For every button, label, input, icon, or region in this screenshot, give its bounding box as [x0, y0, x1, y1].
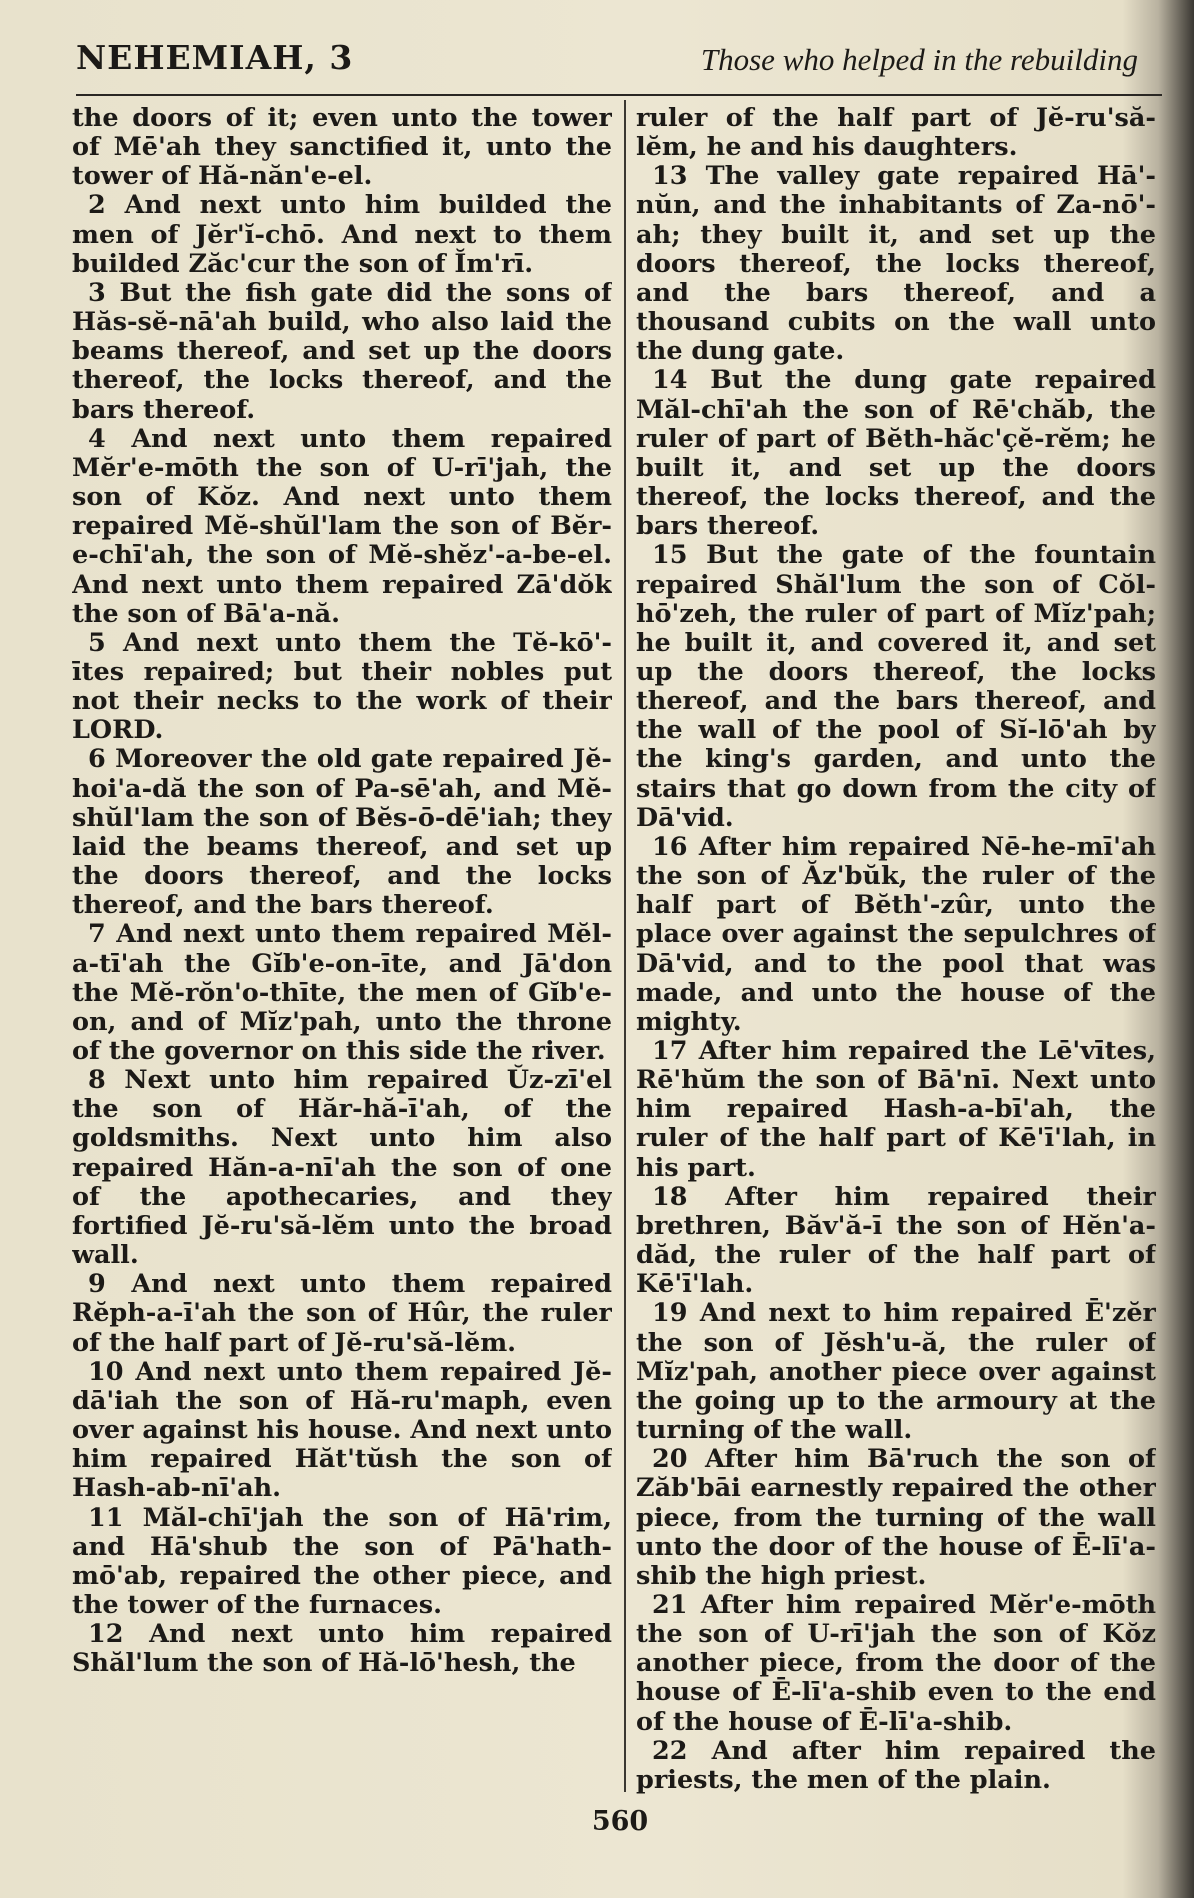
- verse-paragraph: [636, 1737, 1156, 1795]
- verse-paragraph: [72, 629, 612, 746]
- verse-paragraph: [636, 162, 1156, 366]
- verse-number: 6: [88, 744, 106, 775]
- verse-number: 10: [88, 1356, 124, 1387]
- verse-text: Moreover the old gate repaired Jĕ-hoi'a-dă the son of Pa-sē'ah, and Mĕ-shŭl'lam the son of Bĕs-ō-dē'iah; they laid the beams thereof, and set up the doors thereof, and the locks thereof, and the bars thereof.: [72, 744, 612, 921]
- verse-paragraph: [636, 541, 1156, 833]
- verse-text: ruler of the half part of Jĕ-ru'să-lĕm, he and his daughters.: [636, 104, 1156, 163]
- column-divider: [624, 100, 626, 1792]
- verse-text: And next unto them repaired Mĕr'e-mōth the son of U-rī'jah, the son of Kŏz. And next unto them repaired Mĕ-shŭl'lam the son of Bĕr-e-chī'ah, the son of Mĕ-shĕz'-a-be-el. And next unto them repaired Zā'dŏk the son of Bā'a-nă.: [72, 423, 612, 629]
- verse-paragraph: [636, 1445, 1156, 1591]
- verse-text: After him Bā'ruch the son of Zăb'bāi earnestly repaired the other piece, from the turning of the wall unto the door of the house of Ē-lī'a-shib the high priest.: [636, 1444, 1156, 1591]
- verse-paragraph: [636, 833, 1156, 1037]
- running-head-caption: Those who helped in the rebuilding: [700, 42, 1138, 77]
- verse-text: And next unto them the Tĕ-kō'-ītes repaired; but their nobles put not their necks to the work of their LORD.: [72, 627, 612, 746]
- right-column: [636, 104, 1156, 1798]
- verse-text: And next unto him repaired Shăl'lum the son of Hă-lō'hesh, the: [72, 1619, 612, 1679]
- verse-text: And next unto them repaired Jĕ-dā'iah the son of Hă-ru'maph, even over against his house. And next unto him repaired Hăt'tŭsh the son of Hash-ab-nī'ah.: [72, 1356, 612, 1504]
- verse-text: And after him repaired the priests, the men of the plain.: [636, 1735, 1156, 1795]
- verse-paragraph: [72, 104, 612, 191]
- verse-number: 22: [652, 1735, 688, 1766]
- verse-text: But the gate of the fountain repaired Shăl'lum the son of Cŏl-hō'zeh, the ruler of part of Mĭz'pah; he built it, and covered it, and set up the doors thereof, the locks thereof, and the bars thereof, and the wall of the pool of Sĭ-lō'ah by the king's garden, and unto the stairs that go down from the city of Dā'vid.: [636, 540, 1156, 833]
- header-rule: [76, 94, 1162, 96]
- verse-paragraph: [636, 366, 1156, 541]
- verse-number: 16: [652, 831, 688, 862]
- verse-paragraph: [72, 425, 612, 629]
- verse-number: 11: [88, 1502, 124, 1533]
- verse-paragraph: [636, 1183, 1156, 1300]
- verse-paragraph: [636, 104, 1156, 162]
- book-title: NEHEMIAH, 3: [76, 38, 354, 77]
- verse-number: 19: [652, 1298, 688, 1329]
- verse-paragraph: [72, 1066, 612, 1270]
- verse-text: But the fish gate did the sons of Hăs-sĕ-nā'ah build, who also laid the beams thereof, and set up the doors thereof, the locks thereof, and the bars thereof.: [72, 277, 612, 425]
- verse-text: But the dung gate repaired Măl-chī'ah the son of Rē'chăb, the ruler of part of Bĕth-hăc'çĕ-rĕm; he built it, and set up the doors thereof, the locks thereof, and the bars thereof.: [636, 365, 1156, 542]
- verse-number: 18: [652, 1181, 688, 1212]
- running-head: [76, 38, 1138, 88]
- verse-paragraph: [72, 1358, 612, 1504]
- verse-text: And next unto them repaired Mĕl-a-tī'ah the Gĭb'e-on-īte, and Jā'don the Mĕ-rŏn'o-thīte, the men of Gĭb'e-on, and of Mĭz'pah, unto the throne of the governor on this side the river.: [72, 919, 612, 1066]
- verse-text: And next to him repaired Ē'zĕr the son of Jĕsh'u-ă, the ruler of Mĭz'pah, another piece over against the going up to the armoury at the turning of the wall.: [636, 1298, 1156, 1446]
- verse-number: 13: [652, 161, 688, 192]
- verse-number: 21: [652, 1589, 688, 1620]
- verse-paragraph: [72, 1270, 612, 1357]
- verse-text: The valley gate repaired Hā'-nŭn, and the inhabitants of Za-nō'-ah; they built it, and set up the doors thereof, the locks thereof, and the bars thereof, and a thousand cubits on the wall unto the dung gate.: [636, 161, 1156, 367]
- verse-number: 14: [652, 365, 688, 396]
- verse-text: And next unto them repaired Rĕph-a-ī'ah the son of Hûr, the ruler of the half part of Jĕ-ru'să-lĕm.: [72, 1269, 612, 1358]
- verse-text: And next unto him builded the men of Jĕr'ĭ-chō. And next to them builded Zăc'cur the son of Ĭm'rī.: [72, 190, 612, 279]
- verse-text: After him repaired Nē-he-mī'ah the son of Ăz'bŭk, the ruler of the half part of Bĕth'-zûr, unto the place over against the sepulchres of Dā'vid, and to the pool that was made, and unto the house of the mighty.: [636, 831, 1156, 1037]
- verse-number: 5: [88, 627, 106, 658]
- verse-text: After him repaired their brethren, Băv'ă-ī the son of Hĕn'a-dăd, the ruler of the half part of Kē'ī'lah.: [636, 1181, 1156, 1300]
- verse-text: Măl-chī'jah the son of Hā'rim, and Hā'shub the son of Pā'hath-mō'ab, repaired the other piece, and the tower of the furnaces.: [72, 1502, 612, 1620]
- verse-number: 17: [652, 1036, 688, 1066]
- verse-paragraph: [72, 191, 612, 278]
- verse-paragraph: [636, 1591, 1156, 1737]
- verse-number: 15: [652, 540, 688, 571]
- verse-paragraph: [636, 1299, 1156, 1445]
- verse-number: 9: [88, 1269, 106, 1300]
- verse-text: Next unto him repaired Ŭz-zī'el the son of Hăr-hă-ī'ah, of the goldsmiths. Next unto him also repaired Hăn-a-nī'ah the son of one of the apothecaries, and they fortified Jĕ-ru'să-lĕm unto the broad wall.: [72, 1065, 612, 1271]
- verse-paragraph: [636, 1037, 1156, 1183]
- verse-number: 20: [652, 1444, 688, 1475]
- verse-text: After him repaired the Lē'vītes, Rē'hŭm the son of Bā'nī. Next unto him repaired Hash-a-bī'ah, the ruler of the half part of Kē'ī'lah, in his part.: [636, 1036, 1156, 1183]
- left-column: [72, 104, 612, 1798]
- verse-number: 12: [88, 1619, 124, 1650]
- verse-paragraph: [72, 279, 612, 425]
- verse-paragraph: [72, 1620, 612, 1678]
- verse-text: the doors of it; even unto the tower of Mē'ah they sanctified it, unto the tower of Hă-năn'e-el.: [72, 104, 612, 192]
- verse-text: After him repaired Mĕr'e-mōth the son of U-rī'jah the son of Kŏz another piece, from the door of the house of Ē-lī'a-shib even to the end of the house of Ē-lī'a-shib.: [636, 1589, 1156, 1737]
- verse-number: 7: [88, 919, 106, 950]
- verse-number: 8: [88, 1065, 106, 1096]
- verse-number: 2: [88, 190, 106, 221]
- verse-paragraph: [72, 920, 612, 1066]
- verse-number: 3: [88, 277, 106, 308]
- verse-number: 4: [88, 423, 106, 454]
- verse-paragraph: [72, 745, 612, 920]
- verse-paragraph: [72, 1504, 612, 1621]
- page-number: 560: [591, 1806, 649, 1837]
